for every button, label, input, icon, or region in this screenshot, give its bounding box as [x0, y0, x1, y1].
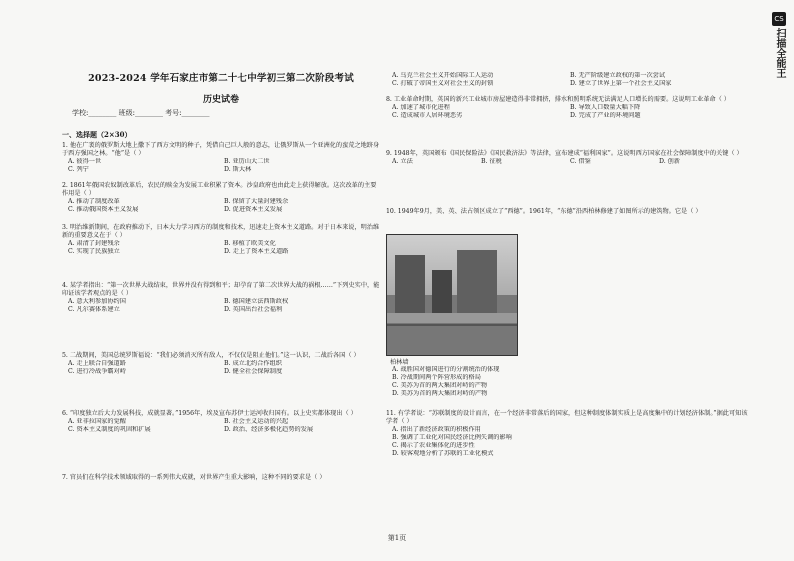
right-column: [386, 0, 748, 561]
option: A. 乌克兰社会主义开始国际工人运动: [392, 72, 494, 79]
option: B. 社会主义运动的兴起: [224, 418, 289, 426]
option: C. 揭示了农业集体化的进步性: [392, 442, 475, 450]
section-heading: 一、选择题（2×30）: [62, 130, 132, 139]
question-3: [62, 224, 380, 256]
option: D. 健全社会保障制度: [224, 368, 283, 376]
question-text: 2. 1861年俄国农奴制改革后，农民的赎金为发展工业积累了资本。沙皇政府也由此走上获得解放。这次改革的主要作用是（ ）: [62, 182, 377, 198]
option: C. 资本主义制度的巩固和扩展: [68, 426, 151, 434]
scanner-logo-icon: CS: [772, 12, 786, 26]
question-text: 6. “印度独立后大力发展科技，成就显著。”1956年，埃及宣布苏伊士运河收归国有。以上史实都体现出（ ）: [62, 410, 357, 417]
option: B. 强调了工业化对国民经济比例失调的影响: [392, 434, 512, 442]
question-text: 8. 工业革命时期，英国的新兴工业城市房屋建造得非常拥挤，排水和照明系统无法满足人口增长的需要。这说明工业革命（ ）: [386, 96, 730, 103]
option: D. 斯大林: [224, 166, 252, 174]
question-text: 11. 有学者说：“苏联制度的设计而言，在一个经济非常落后的国家，但这种制度体制实质上是高度集中的计划经济体制。”据此可知该学者（ ）: [386, 410, 748, 426]
option: B. 冷战期间两个阵营形成的格局: [392, 374, 481, 381]
question-1: [62, 142, 380, 174]
question-6: [62, 410, 380, 434]
option: C. 造成城市人居环境恶劣: [392, 112, 463, 120]
option: B. 成立北约合作组织: [224, 360, 282, 368]
option: A. 彼得一世: [68, 158, 102, 166]
option: C. 进行冷战争霸对峙: [68, 368, 126, 376]
option: A. 意大利参加协约国: [68, 298, 126, 306]
option: C. 借鉴: [570, 158, 591, 166]
question-10: [386, 208, 748, 216]
option: D. 较客观地分析了苏联的工业化模式: [392, 450, 494, 458]
option: A. 亚非拉国家的觉醒: [68, 418, 126, 426]
berlin-wall-photo: [386, 234, 518, 356]
option: A. 推动了制度改革: [68, 198, 120, 206]
option: B. 保留了大量封建残余: [224, 198, 289, 206]
question-text: 3. 明治维新期间，在政府推动下，日本大力学习西方的制度和技术，迅速走上资本主义道路。对于日本来说，明治维新的重要意义在于（ ）: [62, 224, 380, 240]
option: D. 建立了世界上第一个社会主义国家: [570, 80, 672, 87]
question-text: 1. 他在广袤的俄罗斯大地上撒下了西方文明的种子，凭借自己巨人般的意志，让俄罗斯从一个亚洲化的蛮荒之地跻身于西方强国之林。“他”是（ ）: [62, 142, 380, 158]
question-2: [62, 182, 380, 214]
question-text: 4. 某学者指出：“第一次世界大战结束，世界并没有得到和平；却孕育了第二次世界大战的祸根……”下列史实中，能印证该学者观点的是（ ）: [62, 282, 380, 298]
option: A. 战胜国对德国进行的分割统治的体现: [392, 366, 500, 373]
question-text: 5. 二战期间，美国总统罗斯福说：“我们必须消灭所有敌人，不仅仅是阻止他们。”这一认识，二战后各国（ ）: [62, 352, 360, 359]
question-5: [62, 352, 380, 376]
option: B. 导致人口数量大幅下降: [570, 104, 641, 112]
left-column: [62, 0, 380, 561]
option: B. 无产阶级建立政权的第一次尝试: [570, 72, 666, 79]
option: C. 列宁: [68, 166, 89, 174]
option: C. 打破了帝国主义对社会主义的封锁: [392, 80, 494, 87]
scanner-text: 扫描全能王: [774, 28, 785, 78]
option: A. 走上联合自强道路: [68, 360, 126, 368]
question-text: 7. 官员们在科学技术领域取得的一系列伟大成就，对世界产生重大影响，这种不同的要求是（ ）: [62, 474, 326, 481]
option: A. 立法: [392, 158, 413, 166]
option: B. 德国建立法西斯政权: [224, 298, 289, 306]
student-info: 学校:________ 班级:________ 考号:________: [72, 109, 210, 117]
option: C. 美苏为首的两大集团对峙的产物: [392, 382, 488, 389]
question-4: [62, 282, 380, 314]
option: C. 凡尔赛体系建立: [68, 306, 120, 314]
option: D. 完成了产业的环境问题: [570, 112, 641, 120]
question-10-options: [386, 366, 748, 398]
question-8: [386, 96, 748, 120]
question-7-options: [386, 72, 748, 88]
page-number: 第1页: [387, 534, 407, 542]
option: C. 实现了民族独立: [68, 248, 120, 256]
question-text: 10. 1949年9月，美、英、法占领区成立了“西德”。1961年，“东德”沿西柏林修建了如图所示的建筑物。它是（ ）: [386, 208, 702, 215]
scanner-watermark: [772, 12, 788, 122]
option: D. 创新: [659, 158, 681, 166]
option: A. 肃清了封建残余: [68, 240, 120, 248]
berlin-wall-image: [387, 235, 517, 355]
option: B. 移植了欧美文化: [224, 240, 276, 248]
question-7: [62, 474, 380, 482]
option: D. 促进资本主义发展: [224, 206, 283, 214]
option: D. 走上了资本主义道路: [224, 248, 289, 256]
question-9: [386, 150, 748, 166]
photo-caption: 柏林墙: [390, 359, 409, 366]
option: D. 英国出台社会福利: [224, 306, 283, 314]
option: B. 征税: [481, 158, 502, 166]
question-11: [386, 410, 748, 458]
option: D. 美苏为首的两大集团对峙的产物: [392, 390, 488, 397]
exam-subtitle: 历史试卷: [202, 95, 239, 105]
exam-title: 2023-2024 学年石家庄市第二十七中学初三第二次阶段考试: [88, 73, 354, 84]
option: A. 加速了城市化进程: [392, 104, 450, 112]
question-text: 9. 1948年，英国颁布《国民保险法》《国民救济法》等法律，宣布建成“福利国家”。这说明西方国家在社会保障制度中的关键（ ）: [386, 150, 743, 157]
option: B. 亚历山大二世: [224, 158, 270, 166]
option: A. 指出了新经济政策的积极作用: [392, 426, 481, 434]
option: C. 推动俄国资本主义发展: [68, 206, 139, 214]
option: D. 政治、经济多极化趋势的发展: [224, 426, 314, 434]
